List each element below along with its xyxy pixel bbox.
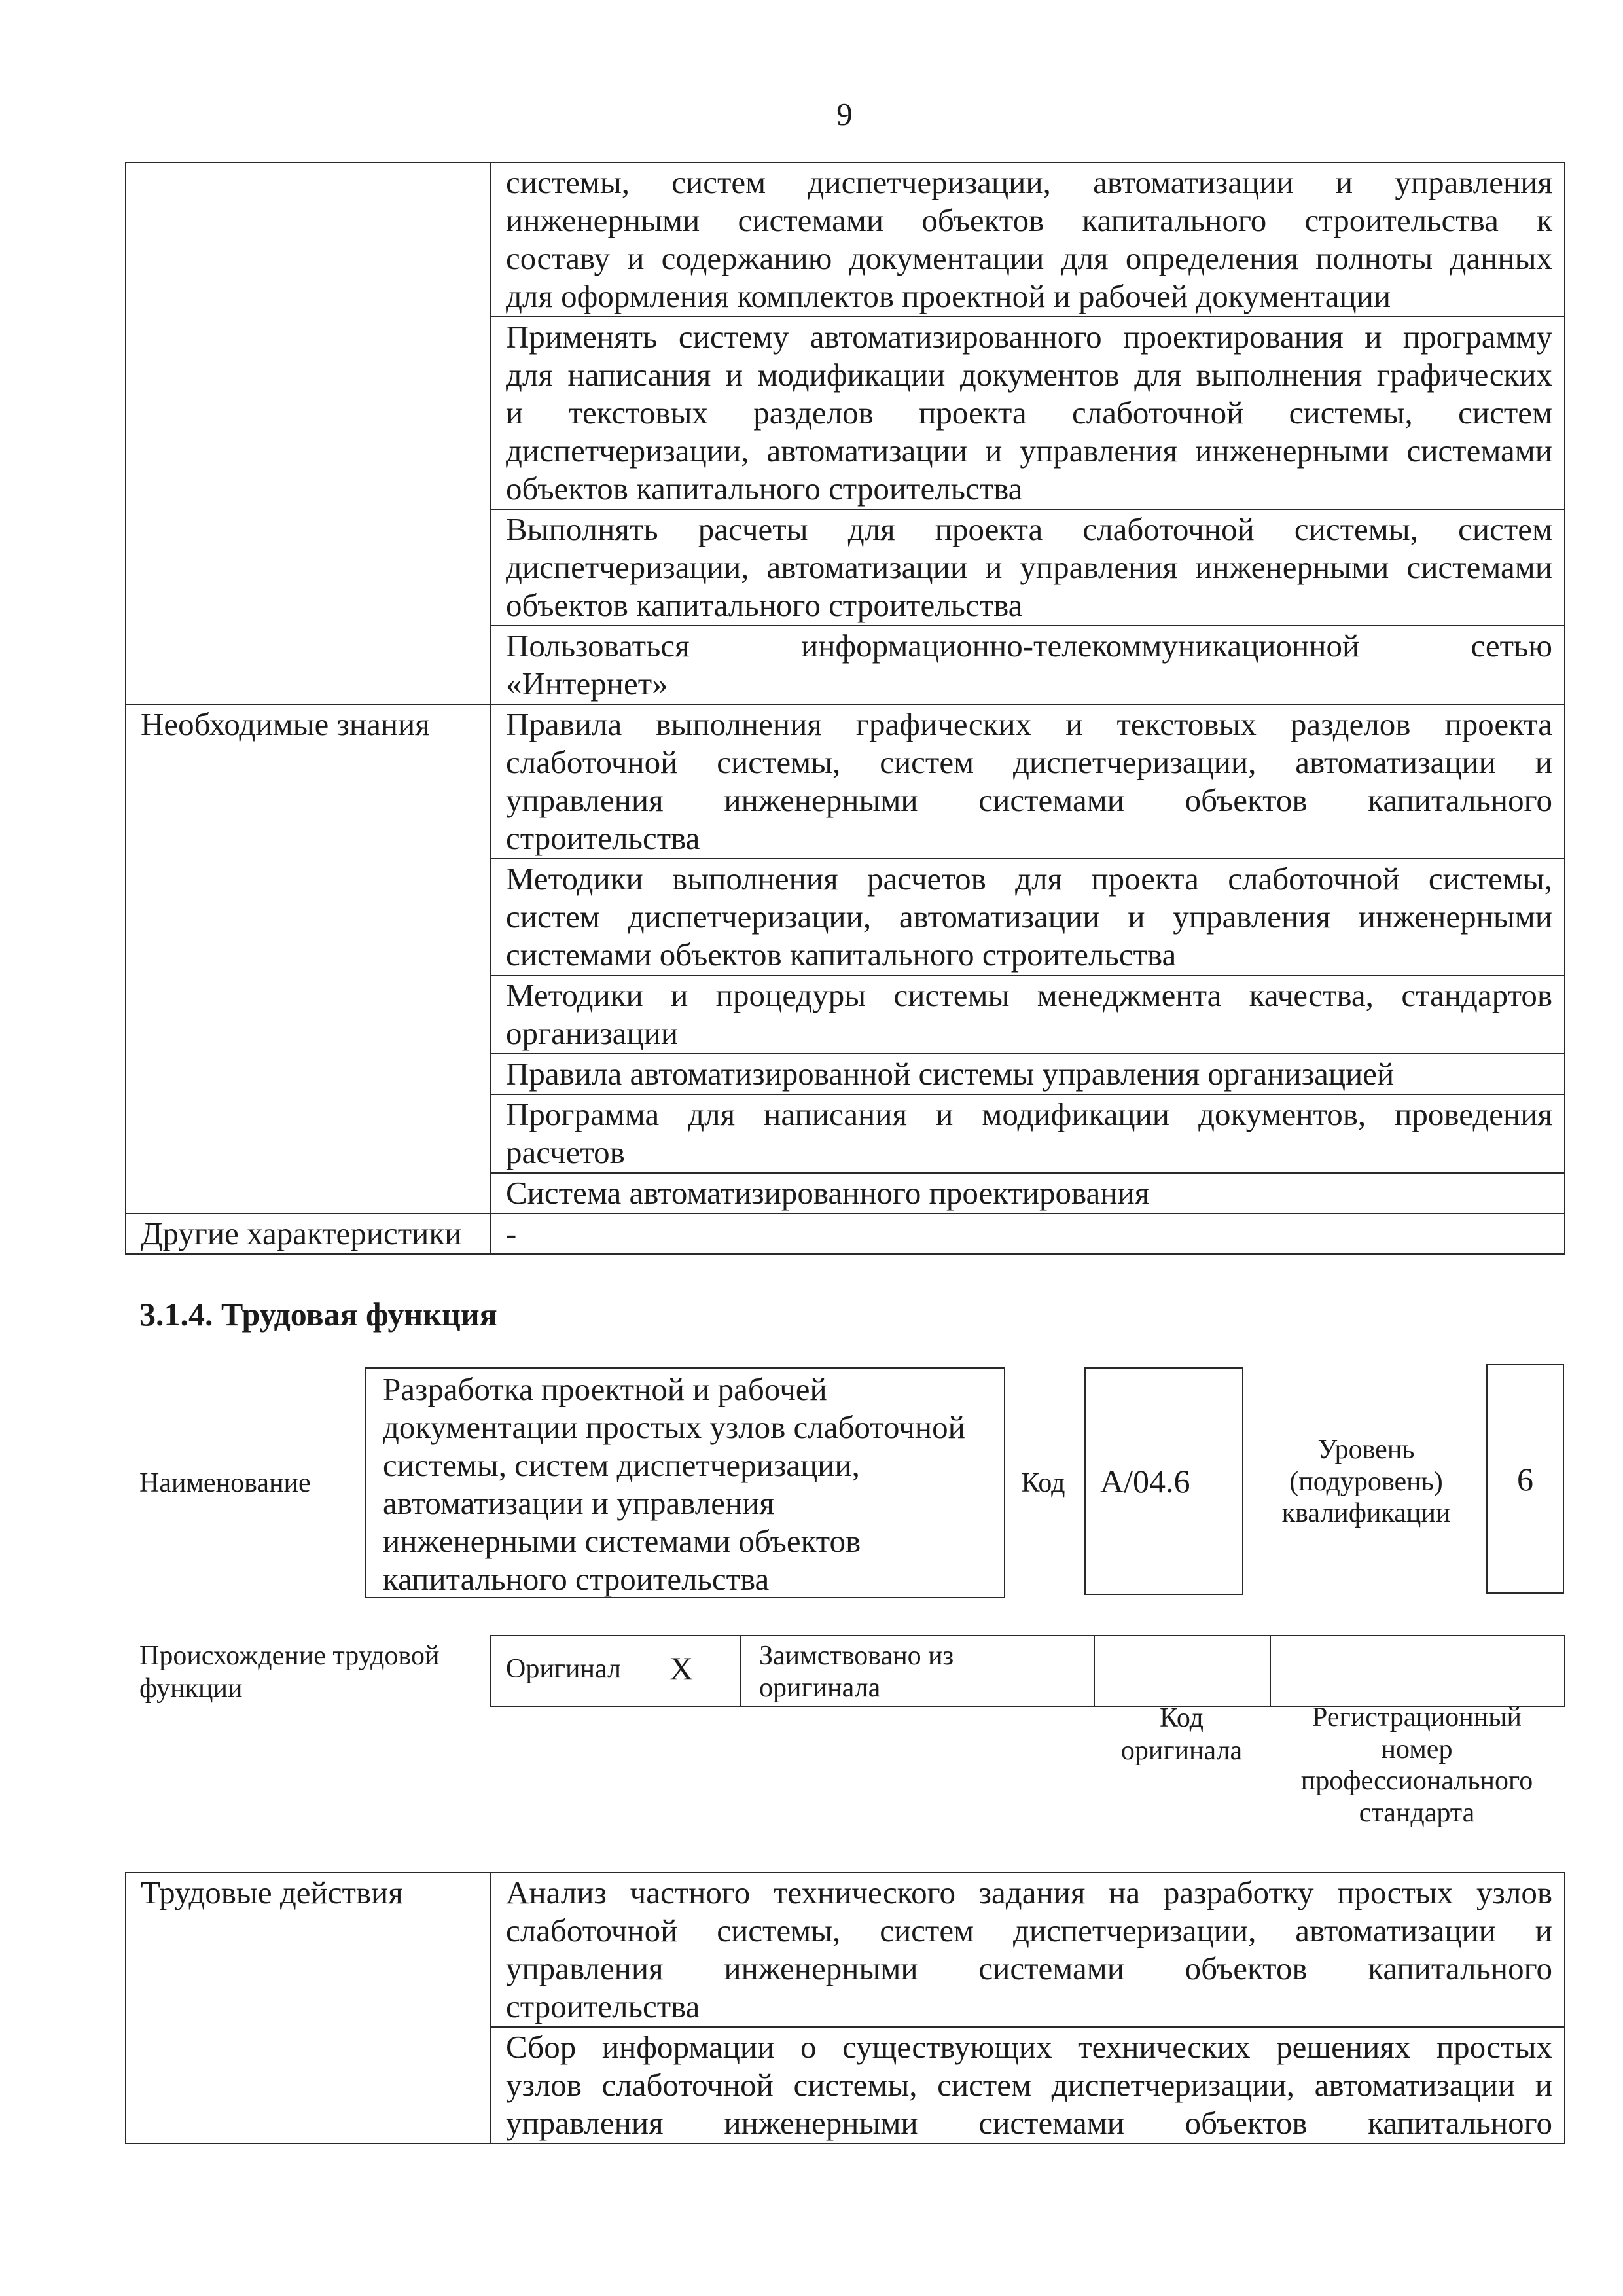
- text-line: профессионального: [1300, 1766, 1533, 1796]
- knowledge-item: [491, 704, 1565, 859]
- text-line: квалификации: [1281, 1498, 1451, 1528]
- qualification-level-label: [1253, 1434, 1479, 1530]
- text-line: «Интернет»: [506, 666, 668, 702]
- text-line: управления инженерными системами объектов капитального: [506, 2105, 1552, 2141]
- text-line: диспетчеризации, автоматизации и управления инженерными системами: [506, 433, 1552, 469]
- text-line: капитального строительства: [383, 1561, 770, 1597]
- function-code-box: [1084, 1367, 1243, 1595]
- text-line: управления инженерными системами объектов капитального: [506, 1950, 1552, 1986]
- registration-number-caption: [1270, 1702, 1564, 1829]
- original-cell-content: [491, 1636, 740, 1702]
- skill-item: [491, 626, 1565, 704]
- labor-actions-table: [125, 1872, 1565, 2144]
- text-line: оригинала: [1120, 1736, 1243, 1766]
- text-line: инженерными системами объектов: [383, 1523, 861, 1559]
- text-line: Заимствовано из: [759, 1641, 954, 1671]
- labor-actions-label: Трудовые действия: [126, 1873, 491, 2144]
- other-characteristics-label: Другие характеристики: [126, 1213, 491, 1254]
- text-line: системы, систем диспетчеризации, автоматизации и управления: [506, 164, 1552, 200]
- text-line: Сбор информации о существующих технических решениях простых: [506, 2029, 1552, 2065]
- text-line: Применять систему автоматизированного проектирования и программу: [506, 319, 1552, 355]
- text-line: функции: [139, 1674, 243, 1704]
- skill-item: [491, 162, 1565, 317]
- text-line: номер: [1381, 1734, 1453, 1765]
- text-line: объектов капитального строительства: [506, 471, 1023, 507]
- text-line: Программа для написания и модификации документов, проведения: [506, 1096, 1552, 1132]
- text-line: слаботочной системы, систем диспетчеризации, автоматизации и: [506, 744, 1552, 780]
- code-label: Код: [1021, 1468, 1065, 1498]
- text-line: Регистрационный: [1312, 1702, 1522, 1732]
- original-mark: X: [669, 1649, 694, 1687]
- text-line: Выполнять расчеты для проекта слаботочной системы, систем: [506, 511, 1552, 547]
- text-line: для оформления комплектов проектной и рабочей документации: [506, 278, 1391, 314]
- skill-item: [491, 317, 1565, 509]
- text-line: автоматизации и управления: [383, 1485, 774, 1521]
- text-line: Методики и процедуры системы менеджмента качества, стандартов: [506, 977, 1552, 1013]
- text-line: Методики выполнения расчетов для проекта слаботочной системы,: [506, 861, 1552, 897]
- table-row: [126, 162, 1565, 317]
- registration-number-cell: [1270, 1636, 1565, 1706]
- text-line: системами объектов капитального строительства: [506, 937, 1177, 973]
- text-line: Правила автоматизированной системы управления организацией: [506, 1056, 1395, 1092]
- qualification-level-box: [1486, 1364, 1564, 1594]
- text-line: организации: [506, 1015, 679, 1051]
- text-line: Уровень: [1317, 1435, 1415, 1465]
- text-line: строительства: [506, 1988, 700, 2024]
- text-line: слаботочной системы, систем диспетчеризации, автоматизации и: [506, 1912, 1552, 1948]
- function-code-value: А/04.6: [1100, 1463, 1190, 1499]
- requirements-table: [125, 162, 1565, 1255]
- knowledge-item: [491, 975, 1565, 1054]
- table-row: [126, 704, 1565, 859]
- page-number: 9: [836, 96, 853, 132]
- text-line: Разработка проектной и рабочей: [383, 1371, 827, 1407]
- original-code-caption: [1094, 1702, 1270, 1767]
- text-line: оригинала: [759, 1672, 881, 1703]
- text-line: систем диспетчеризации, автоматизации и управления инженерными: [506, 899, 1552, 935]
- text-line: Код: [1159, 1703, 1204, 1733]
- labor-action-item: [491, 1873, 1565, 2027]
- original-label: Оригинал: [506, 1654, 621, 1684]
- text-line: строительства: [506, 820, 700, 856]
- text-line: Система автоматизированного проектирования: [506, 1175, 1150, 1211]
- text-line: узлов слаботочной системы, систем диспетчеризации, автоматизации и: [506, 2067, 1552, 2103]
- text-line: (подуровень): [1289, 1466, 1443, 1497]
- text-line: Анализ частного технического задания на разработку простых узлов: [506, 1874, 1552, 1910]
- knowledge-item: [491, 1173, 1565, 1213]
- text-line: объектов капитального строительства: [506, 587, 1023, 623]
- table-row: [126, 1213, 1565, 1254]
- labor-action-item: [491, 2027, 1565, 2144]
- origin-table: [490, 1635, 1565, 1707]
- knowledge-item: [491, 1054, 1565, 1094]
- text-line: составу и содержанию документации для определения полноты данных: [506, 240, 1552, 276]
- section-heading: 3.1.4. Трудовая функция: [139, 1296, 497, 1333]
- qualification-level-value: 6: [1517, 1460, 1533, 1498]
- knowledge-item: [491, 859, 1565, 975]
- text-line: для написания и модификации документов для выполнения графических: [506, 357, 1552, 393]
- text-line: документации простых узлов слаботочной: [383, 1409, 965, 1445]
- original-code-cell: [1094, 1636, 1270, 1706]
- name-label: Наименование: [139, 1468, 311, 1498]
- text-line: системы, систем диспетчеризации,: [383, 1447, 860, 1483]
- knowledge-label: Необходимые знания: [126, 704, 491, 1213]
- table-row: [126, 1873, 1565, 2027]
- text-line: расчетов: [506, 1134, 625, 1170]
- knowledge-item: [491, 1094, 1565, 1173]
- table-row: [491, 1636, 1565, 1706]
- text-line: диспетчеризации, автоматизации и управления инженерными системами: [506, 549, 1552, 585]
- text-line: Пользоваться информационно-телекоммуникационной сетью: [506, 628, 1552, 664]
- original-cell: [491, 1636, 741, 1706]
- skill-item: [491, 509, 1565, 626]
- origin-label: [139, 1640, 439, 1705]
- text-line: инженерными системами объектов капитального строительства к: [506, 202, 1552, 238]
- function-name-box: [365, 1367, 1005, 1598]
- text-line: управления инженерными системами объектов капитального: [506, 782, 1552, 818]
- other-characteristics-value: -: [491, 1213, 1565, 1254]
- text-line: Происхождение трудовой: [139, 1641, 440, 1671]
- skills-label-cell: [126, 162, 491, 704]
- text-line: Правила выполнения графических и текстовых разделов проекта: [506, 706, 1552, 742]
- text-line: и текстовых разделов проекта слаботочной системы, систем: [506, 395, 1552, 431]
- borrowed-label: [741, 1636, 1094, 1706]
- text-line: стандарта: [1359, 1797, 1475, 1828]
